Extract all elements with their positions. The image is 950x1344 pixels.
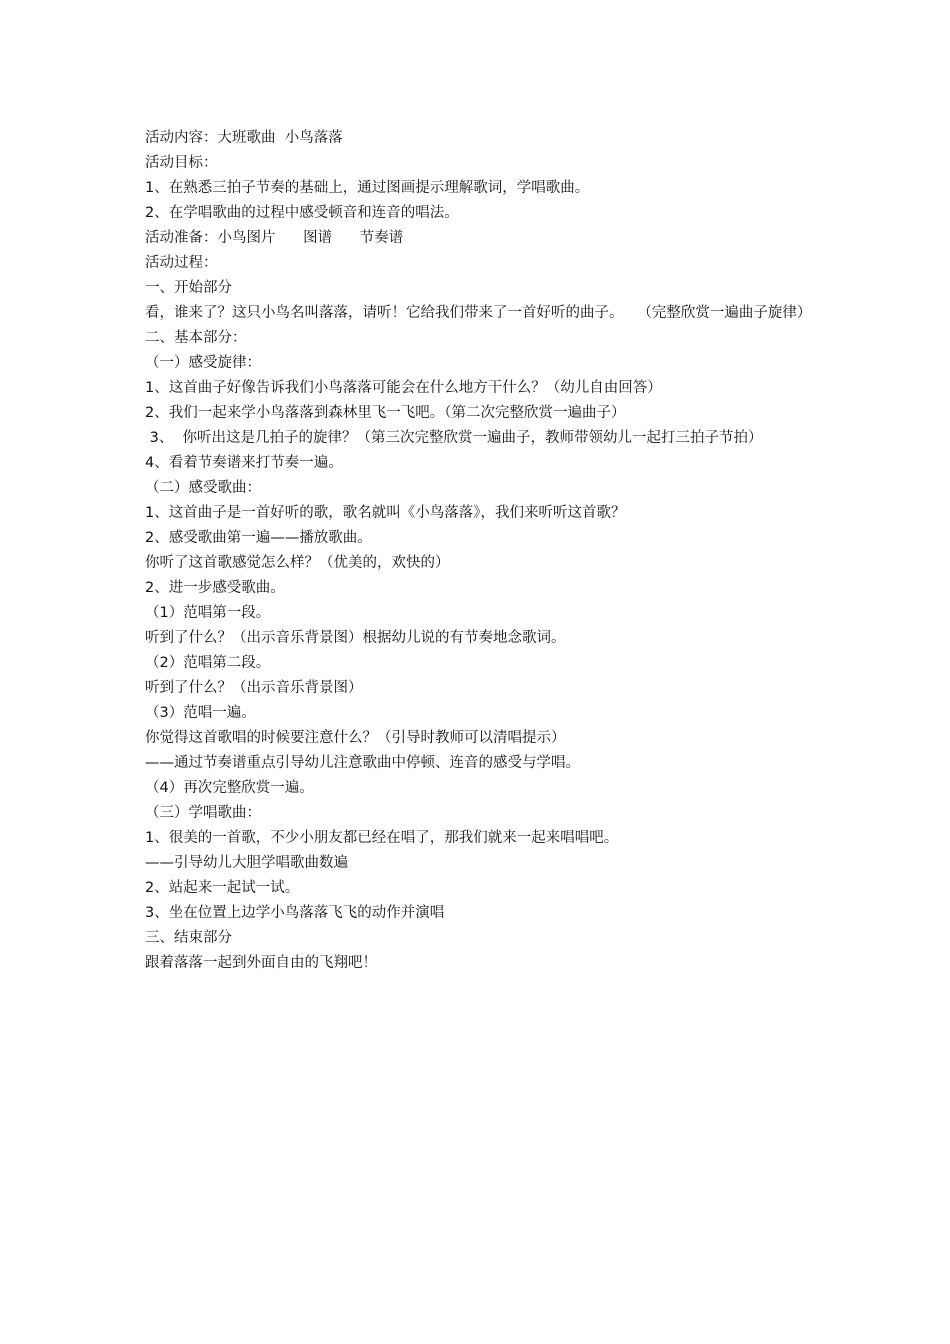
subsection-learn-heading: （三）学唱歌曲： xyxy=(145,805,261,821)
activity-content-line: 活动内容：大班歌曲 小鸟落落 xyxy=(145,130,343,146)
learn-guidance-line: ——引导幼儿大胆学唱歌曲数遍 xyxy=(145,855,348,871)
learn-item-1: 1、很美的一首歌，不少小朋友都已经在唱了，那我们就来一起来唱唱吧。 xyxy=(145,830,619,846)
end-paragraph: 跟着落落一起到外面自由的飞翔吧！ xyxy=(145,955,377,971)
demo-sing-1: （1）范唱第一段。 xyxy=(145,605,271,621)
goal-item-1: 1、在熟悉三拍子节奏的基础上，通过图画提示理解歌词，学唱歌曲。 xyxy=(145,180,590,196)
demo-sing-4: （4）再次完整欣赏一遍。 xyxy=(145,780,314,796)
demo-sing-3: （3）范唱一遍。 xyxy=(145,705,256,721)
melody-item-1: 1、这首曲子好像告诉我们小鸟落落可能会在什么地方干什么？（幼儿自由回答） xyxy=(145,380,662,396)
section-start-heading: 一、开始部分 xyxy=(145,280,232,296)
activity-preparation-line: 活动准备：小鸟图片 图谱 节奏谱 xyxy=(145,230,404,246)
section-end-heading: 三、结束部分 xyxy=(145,930,232,946)
melody-item-2: 2、我们一起来学小鸟落落到森林里飞一飞吧。（第二次完整欣赏一遍曲子） xyxy=(145,405,626,421)
song-item-2b: 2、进一步感受歌曲。 xyxy=(145,580,285,596)
melody-item-3: 3、 你听出这是几拍子的旋律？（第三次完整欣赏一遍曲子，教师带领幼儿一起打三拍子节拍） xyxy=(145,430,763,446)
demo-sing-2-detail: 听到了什么？（出示音乐背景图） xyxy=(145,680,363,696)
activity-goals-heading: 活动目标： xyxy=(145,155,218,171)
subsection-melody-heading: （一）感受旋律： xyxy=(145,355,261,371)
song-question-line: 你听了这首歌感觉怎么样？（优美的，欢快的） xyxy=(145,555,450,571)
activity-process-heading: 活动过程： xyxy=(145,255,218,271)
document-body xyxy=(145,126,813,976)
rhythm-guidance-line: ——通过节奏谱重点引导幼儿注意歌曲中停顿、连音的感受与学唱。 xyxy=(145,755,580,771)
song-item-2: 2、感受歌曲第一遍——播放歌曲。 xyxy=(145,530,372,546)
demo-sing-1-detail: 听到了什么？（出示音乐背景图）根据幼儿说的有节奏地念歌词。 xyxy=(145,630,566,646)
demo-sing-2: （2）范唱第二段。 xyxy=(145,655,271,671)
start-paragraph: 看，谁来了？这只小鸟名叫落落，请听！它给我们带来了一首好听的曲子。 （完整欣赏一遍曲子旋律） xyxy=(145,305,812,321)
melody-item-4: 4、看着节奏谱来打节奏一遍。 xyxy=(145,455,343,471)
learn-item-3: 3、坐在位置上边学小鸟落落飞飞的动作并演唱 xyxy=(145,905,445,921)
learn-item-2: 2、站起来一起试一试。 xyxy=(145,880,300,896)
section-basic-heading: 二、基本部分： xyxy=(145,330,247,346)
goal-item-2: 2、在学唱歌曲的过程中感受顿音和连音的唱法。 xyxy=(145,205,459,221)
song-item-1: 1、这首曲子是一首好听的歌，歌名就叫《小鸟落落》，我们来听听这首歌？ xyxy=(145,505,626,521)
subsection-song-heading: （二）感受歌曲： xyxy=(145,480,261,496)
demo-sing-3-detail: 你觉得这首歌唱的时候要注意什么？（引导时教师可以清唱提示） xyxy=(145,730,566,746)
